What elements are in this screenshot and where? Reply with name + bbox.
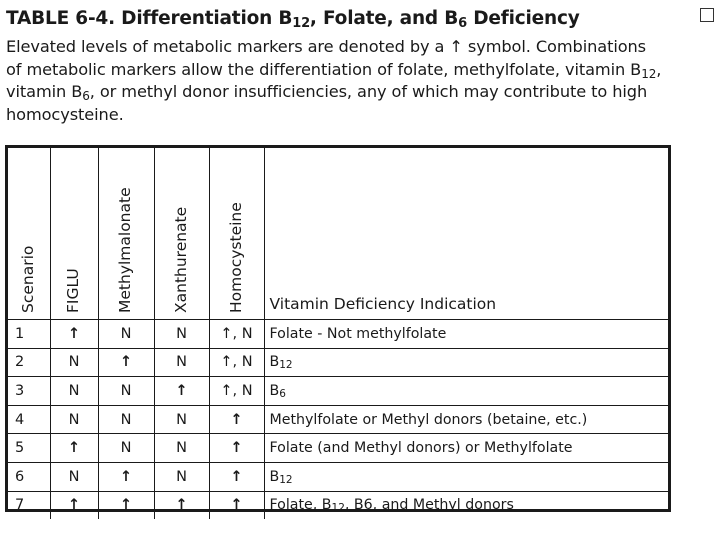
cell-methylmalonate: N bbox=[98, 434, 154, 463]
header-figlu: FIGLU bbox=[50, 148, 98, 320]
cell-indication: Folate, $B_{12}$, B6, and Methyl donors bbox=[264, 491, 668, 519]
title-prefix: TABLE 6-4. Differentiation B bbox=[6, 8, 293, 29]
cell-homocysteine: ↑, N bbox=[209, 348, 264, 377]
corner-box-icon bbox=[700, 8, 714, 22]
deficiency-table bbox=[8, 148, 668, 519]
table-row bbox=[8, 320, 668, 349]
cell-xanthurenate: N bbox=[154, 320, 209, 349]
cell-methylmalonate: N bbox=[98, 377, 154, 406]
cell-methylmalonate: ↑ bbox=[98, 491, 154, 519]
caption-line-3-suffix: , or methyl donor insufficiencies, any of which may contribute to high bbox=[89, 82, 648, 101]
cell-xanthurenate: ↑ bbox=[154, 491, 209, 519]
title-mid: , Folate, and B bbox=[309, 8, 459, 29]
cell-homocysteine: ↑, N bbox=[209, 377, 264, 406]
cell-scenario: 4 bbox=[8, 405, 50, 434]
cell-homocysteine: ↑ bbox=[209, 462, 264, 491]
cell-figlu: ↑ bbox=[50, 320, 98, 349]
deficiency-table-frame bbox=[5, 145, 671, 515]
caption-line-3 bbox=[6, 81, 718, 104]
header-homocysteine: Homocysteine bbox=[209, 148, 264, 320]
caption-line-2-suffix: , bbox=[656, 59, 662, 79]
table-row bbox=[8, 348, 668, 377]
cell-figlu: N bbox=[50, 405, 98, 434]
cell-scenario: 5 bbox=[8, 434, 50, 463]
caption-line-4: homocysteine. bbox=[6, 104, 124, 124]
cell-xanthurenate: N bbox=[154, 405, 209, 434]
cell-homocysteine: ↑ bbox=[209, 434, 264, 463]
cell-xanthurenate: N bbox=[154, 348, 209, 377]
cell-scenario: 7 bbox=[8, 491, 50, 519]
table-caption bbox=[6, 36, 718, 126]
cell-scenario: 1 bbox=[8, 320, 50, 349]
cell-indication: Folate (and Methyl donors) or Methylfolate bbox=[264, 434, 668, 463]
cell-homocysteine: ↑ bbox=[209, 405, 264, 434]
cell-figlu: N bbox=[50, 462, 98, 491]
cell-homocysteine: ↑, N bbox=[209, 320, 264, 349]
title-sub-6: 6 bbox=[458, 16, 467, 31]
caption-line-2-text: of metabolic markers allow the differentiation of folate, methylfolate, vitamin B bbox=[6, 59, 642, 79]
cell-xanthurenate: N bbox=[154, 462, 209, 491]
cell-indication: $B_{12}$ bbox=[264, 348, 668, 377]
cell-indication: Folate - Not methylfolate bbox=[264, 320, 668, 349]
table-row bbox=[8, 377, 668, 406]
cell-indication: $B_{12}$ bbox=[264, 462, 668, 491]
caption-line-3-text: vitamin B bbox=[6, 82, 83, 101]
table-header-row bbox=[8, 148, 668, 320]
cell-figlu: ↑ bbox=[50, 434, 98, 463]
caption-line-2 bbox=[6, 59, 718, 82]
cell-methylmalonate: ↑ bbox=[98, 348, 154, 377]
header-methylmalonate: Methylmalonate bbox=[98, 148, 154, 320]
caption-line-1: Elevated levels of metabolic markers are denoted by a ↑ symbol. Combinations bbox=[6, 37, 647, 56]
table-row bbox=[8, 434, 668, 463]
header-indication: Vitamin Deficiency Indication bbox=[264, 148, 668, 320]
table-row bbox=[8, 462, 668, 491]
cell-figlu: ↑ bbox=[50, 491, 98, 519]
caption-line-3-sub: 6 bbox=[82, 89, 90, 103]
cell-homocysteine: ↑ bbox=[209, 491, 264, 519]
cell-figlu: N bbox=[50, 348, 98, 377]
caption-line-2-sub: 12 bbox=[641, 66, 657, 81]
table-title bbox=[6, 8, 580, 29]
cell-figlu: N bbox=[50, 377, 98, 406]
cell-methylmalonate: N bbox=[98, 405, 154, 434]
table-row bbox=[8, 491, 668, 519]
cell-indication: Methylfolate or Methyl donors (betaine, etc.) bbox=[264, 405, 668, 434]
header-scenario: Scenario bbox=[8, 148, 50, 320]
cell-indication: $B_6$ bbox=[264, 377, 668, 406]
cell-scenario: 6 bbox=[8, 462, 50, 491]
table-row bbox=[8, 405, 668, 434]
cell-scenario: 2 bbox=[8, 348, 50, 377]
cell-xanthurenate: ↑ bbox=[154, 377, 209, 406]
cell-xanthurenate: N bbox=[154, 434, 209, 463]
cell-methylmalonate: N bbox=[98, 320, 154, 349]
cell-scenario: 3 bbox=[8, 377, 50, 406]
header-xanthurenate: Xanthurenate bbox=[154, 148, 209, 320]
title-sub-12: 12 bbox=[292, 16, 310, 31]
cell-methylmalonate: ↑ bbox=[98, 462, 154, 491]
title-suffix: Deficiency bbox=[466, 8, 580, 29]
